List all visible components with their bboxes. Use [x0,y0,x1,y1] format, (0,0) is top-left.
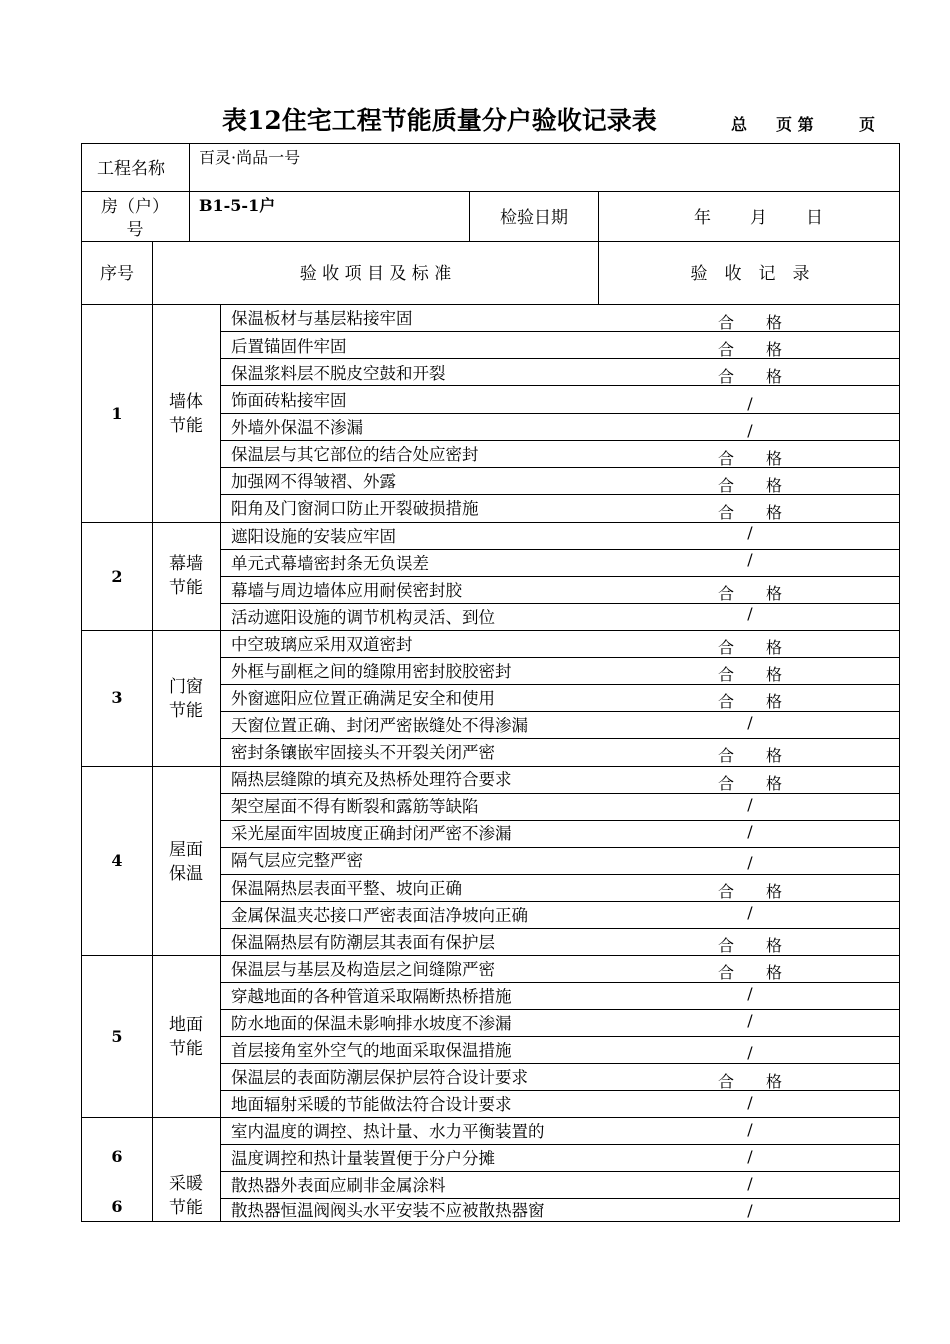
item-record: / [747,1093,753,1112]
item-divider [220,1063,900,1064]
col-divider [598,191,599,304]
group-number: 6 [111,1147,123,1166]
group-number: 3 [111,688,123,707]
item-text: 地面辐射采暖的节能做法符合设计要求 [231,1095,512,1114]
item-record: / [747,1011,753,1030]
item-text: 单元式幕墙密封条无负误差 [231,554,429,573]
date-year-label: 年 [694,208,711,228]
item-record: 合 格 [717,963,782,982]
column-header-record: 验 收 记 录 [690,264,810,284]
group-category: 地面 节能 [169,1015,203,1059]
item-record: / [747,713,753,732]
item-record: / [747,550,753,569]
item-text: 保温隔热层有防潮层其表面有保护层 [231,933,495,952]
item-text: 温度调控和热计量装置便于分户分摊 [231,1149,495,1168]
item-text: 保温层与基层及构造层之间缝隙严密 [231,960,495,979]
item-text: 隔热层缝隙的填充及热桥处理符合要求 [231,770,512,789]
date-day-label: 日 [806,208,823,228]
item-text: 中空玻璃应采用双道密封 [231,635,413,654]
col-divider [220,304,221,1221]
item-text: 遮阳设施的安装应牢固 [231,527,396,546]
row-divider [81,241,900,242]
item-divider [220,928,900,929]
group-category: 幕墙 节能 [169,554,203,598]
column-header-items: 验 收 项 目 及 标 准 [299,264,452,284]
item-text: 散热器恒温阀阀头水平安装不应被散热器窗 [231,1201,545,1220]
item-text: 室内温度的调控、热计量、水力平衡装置的 [231,1122,545,1141]
project-name-value: 百灵·尚品一号 [199,148,301,167]
group-number: 4 [111,851,123,870]
group-divider [81,766,900,767]
item-text: 后置锚固件牢固 [231,337,347,356]
item-record: 合 格 [717,1072,782,1091]
item-text: 散热器外表面应刷非金属涂料 [231,1176,446,1195]
item-record: 合 格 [717,746,782,765]
item-record: 合 格 [717,692,782,711]
group-category: 采暖 节能 [169,1174,203,1218]
item-record: 合 格 [717,665,782,684]
item-record: 合 格 [717,367,782,386]
item-record: 合 格 [717,503,782,522]
group-category: 墙体 节能 [169,392,203,436]
table-border-top [81,143,900,144]
house-number-label-2: 号 [126,220,144,240]
item-record: / [747,1043,753,1062]
item-record: 合 格 [717,936,782,955]
col-divider [189,143,190,241]
page-number-label: 页 第 [776,115,814,134]
item-record: / [747,1174,753,1193]
group-divider [81,630,900,631]
project-name-label: 工程名称 [97,159,165,179]
item-record: / [747,853,753,872]
inspection-date-label: 检验日期 [500,208,568,228]
date-month-label: 月 [750,208,767,228]
table-border-bottom [81,1221,900,1222]
item-text: 保温浆料层不脱皮空鼓和开裂 [231,364,446,383]
group-number: 5 [111,1027,123,1046]
item-record: / [747,604,753,623]
item-text: 保温板材与基层粘接牢固 [231,309,413,328]
item-text: 防水地面的保温未影响排水坡度不渗漏 [231,1014,512,1033]
group-category: 门窗 节能 [169,677,203,721]
item-divider [220,576,900,577]
item-text: 隔气层应完整严密 [231,851,363,870]
item-record: / [747,984,753,1003]
page-title: 表12住宅工程节能质量分户验收记录表 [222,106,657,135]
group-category: 屋面 保温 [169,840,203,884]
row-divider [81,304,900,305]
item-record: 合 格 [717,313,782,332]
item-divider [220,847,900,848]
item-text: 金属保温夹芯接口严密表面洁净坡向正确 [231,906,528,925]
item-record: / [747,1201,753,1220]
item-text: 幕墙与周边墙体应用耐侯密封胶 [231,581,462,600]
col-divider [152,241,153,1221]
item-record: / [747,394,753,413]
item-text: 保温隔热层表面平整、坡向正确 [231,879,462,898]
group-number: 1 [111,404,123,423]
item-text: 穿越地面的各种管道采取隔断热桥措施 [231,987,512,1006]
item-text: 加强网不得皱褶、外露 [231,472,396,491]
item-record: / [747,1120,753,1139]
item-record: / [747,523,753,542]
item-divider [220,820,900,821]
item-record: / [747,822,753,841]
item-text: 外墙外保温不渗漏 [231,418,363,437]
item-text: 饰面砖粘接牢固 [231,391,347,410]
item-record: 合 格 [717,340,782,359]
item-divider [220,1036,900,1037]
item-record: 合 格 [717,449,782,468]
item-text: 密封条镶嵌牢固接头不开裂关闭严密 [231,743,495,762]
item-divider [220,874,900,875]
item-text: 天窗位置正确、封闭严密嵌缝处不得渗漏 [231,716,528,735]
item-text: 活动遮阳设施的调节机构灵活、到位 [231,608,495,627]
page-total-label: 总 [731,115,748,134]
group-number-repeat: 6 [111,1197,123,1216]
item-text: 阳角及门窗洞口防止开裂破损措施 [231,499,479,518]
item-record: / [747,795,753,814]
page-end-label: 页 [859,115,876,134]
item-record: / [747,1147,753,1166]
row-divider [81,191,900,192]
item-record: 合 格 [717,476,782,495]
item-record: 合 格 [717,584,782,603]
house-number-value: B1-5-1户 [199,196,276,215]
item-divider [220,1144,900,1145]
item-record: / [747,903,753,922]
item-divider [220,1009,900,1010]
item-text: 首层接角室外空气的地面采取保温措施 [231,1041,512,1060]
group-number: 2 [111,567,123,586]
column-header-no: 序号 [100,264,134,284]
item-record: 合 格 [717,882,782,901]
item-record: / [747,421,753,440]
item-divider [220,1171,900,1172]
item-record: 合 格 [717,774,782,793]
item-text: 保温层与其它部位的结合处应密封 [231,445,479,464]
item-text: 外窗遮阳应位置正确满足安全和使用 [231,689,495,708]
item-record: 合 格 [717,638,782,657]
item-divider [220,1198,900,1199]
item-text: 采光屋面牢固坡度正确封闭严密不渗漏 [231,824,512,843]
item-divider [220,738,900,739]
house-number-label: 房（户） [101,197,169,217]
group-divider [81,1117,900,1118]
item-text: 外框与副框之间的缝隙用密封胶胶密封 [231,662,512,681]
item-text: 架空屋面不得有断裂和露筋等缺陷 [231,797,479,816]
item-text: 保温层的表面防潮层保护层符合设计要求 [231,1068,528,1087]
